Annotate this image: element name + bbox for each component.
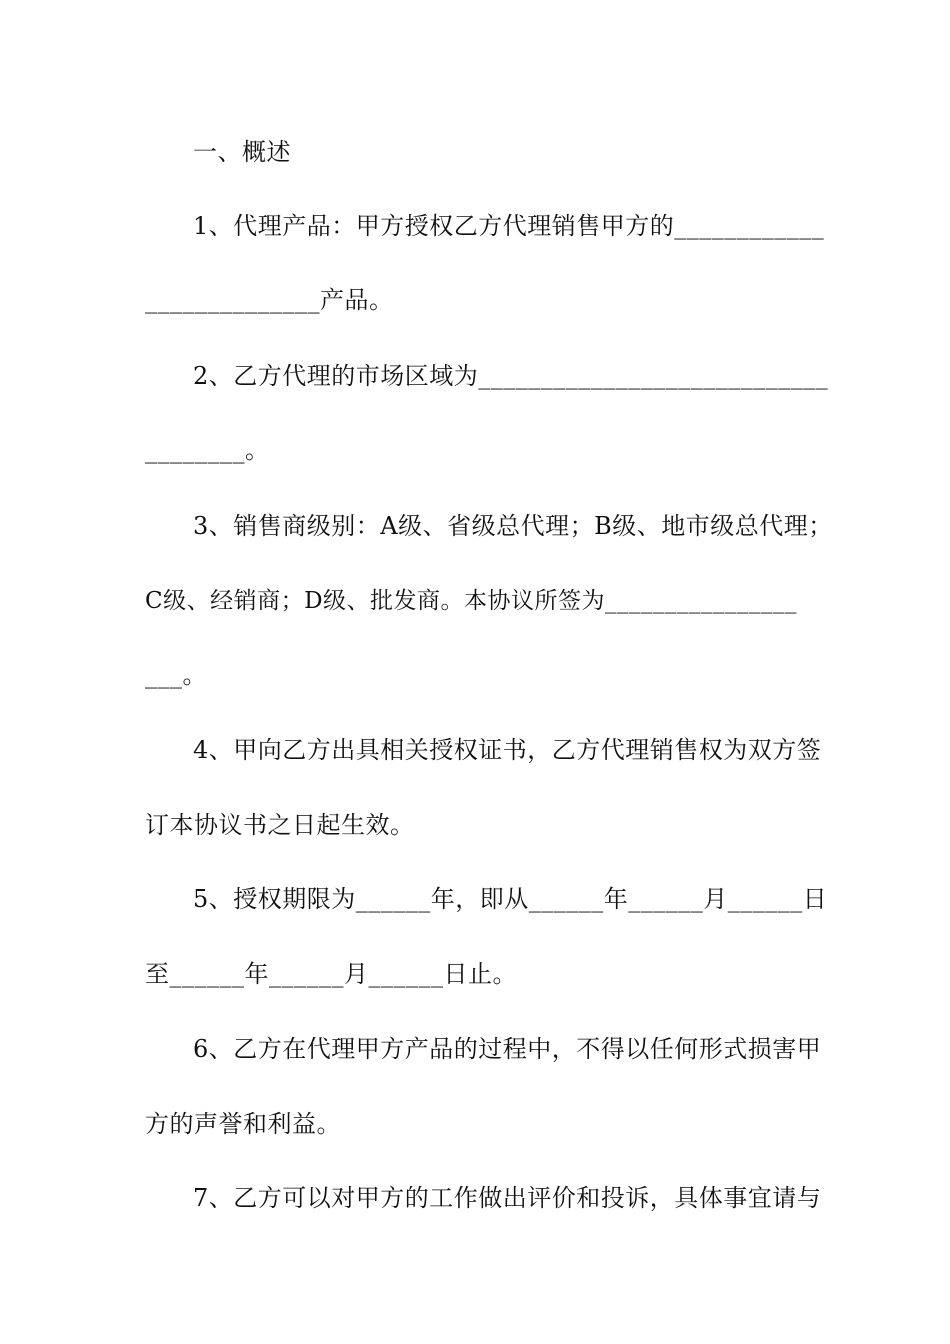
- section-heading: 一、概述: [193, 138, 291, 166]
- clause-2-line-2: ________。: [145, 436, 270, 464]
- clause-4-line-2: 订本协议书之日起生效。: [145, 811, 415, 839]
- clause-3-line-1: 3、销售商级别：A级、省级总代理；B级、地市级总代理；: [193, 512, 833, 540]
- clause-2-line-1: 2、乙方代理的市场区域为____________________________: [193, 362, 829, 390]
- clause-5-line-2: 至______年______月______日止。: [145, 960, 517, 988]
- clause-7-line-1: 7、乙方可以对甲方的工作做出评价和投诉，具体事宜请与: [193, 1184, 822, 1212]
- clause-6-line-1: 6、乙方在代理甲方产品的过程中，不得以任何形式损害甲: [193, 1035, 822, 1063]
- clause-1-line-2: ______________产品。: [145, 286, 394, 314]
- clause-1-line-1: 1、代理产品：甲方授权乙方代理销售甲方的____________: [193, 212, 825, 240]
- clause-4-line-1: 4、甲向乙方出具相关授权证书，乙方代理销售权为双方签: [193, 736, 822, 764]
- clause-3-line-3: ___。: [145, 661, 207, 689]
- clause-3-line-2: C级、经销商；D级、批发商。本协议所签为________________: [145, 588, 798, 614]
- clause-5-line-1: 5、授权期限为______年，即从______年______月______日: [193, 885, 828, 913]
- clause-6-line-2: 方的声誉和利益。: [145, 1110, 341, 1138]
